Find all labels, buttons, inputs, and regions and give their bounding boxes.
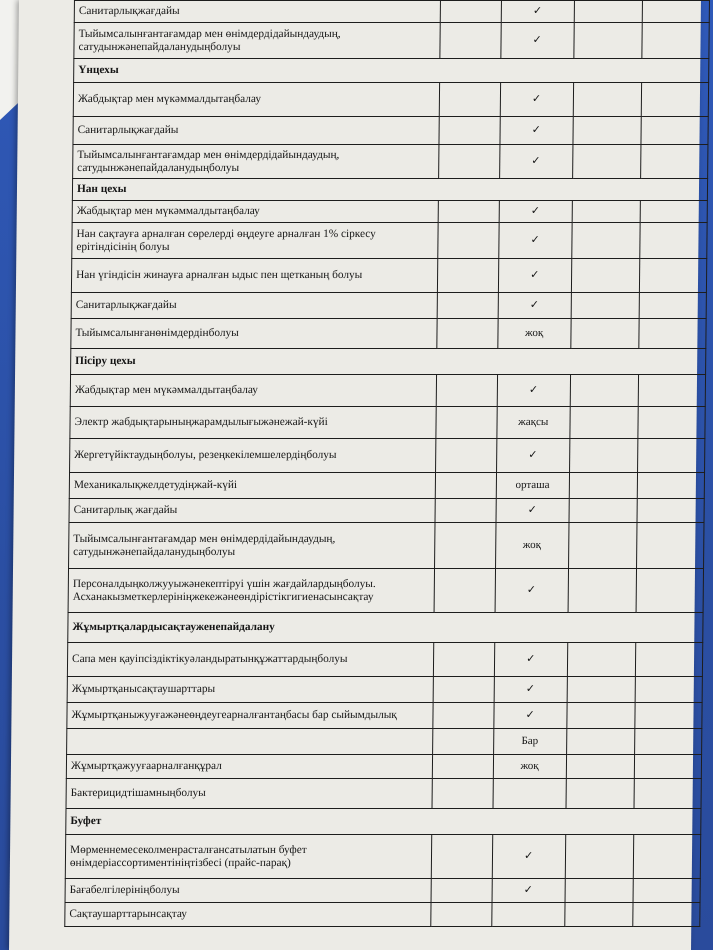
checklist-row <box>67 643 702 677</box>
row-value: ✓ <box>496 499 569 523</box>
section-title: Нан цехы <box>72 179 707 201</box>
row-label: Нан үгіндісін жинауға арналған ыдыс пен щетканың болуы <box>71 259 438 293</box>
section-row <box>66 809 701 835</box>
row-value: жоқ <box>493 755 566 779</box>
row-value: ✓ <box>494 643 567 677</box>
empty-cell <box>435 473 496 499</box>
empty-cell <box>637 499 704 523</box>
checklist-row <box>65 835 700 879</box>
row-label: Механикалықжелдетудіңжай-күйі <box>69 473 435 499</box>
row-value <box>493 779 566 809</box>
row-label: Нан сақтауға арналған сөрелерді өңдеуге арналған 1% сіркесу ерітіндісінің болуы <box>72 223 439 259</box>
empty-cell <box>435 523 496 569</box>
row-label: Электр жабдықтарыныңжарамдылығыжәнежай-күйі <box>70 407 437 439</box>
checklist-row <box>73 117 708 145</box>
row-value: ✓ <box>497 375 570 407</box>
row-value: ✓ <box>498 259 571 293</box>
row-value: орташа <box>496 473 569 499</box>
empty-cell <box>638 473 705 499</box>
checklist-table <box>64 0 710 927</box>
empty-cell <box>568 569 637 613</box>
empty-cell <box>637 523 704 569</box>
empty-cell <box>567 677 636 703</box>
checklist-row <box>67 703 702 729</box>
empty-cell <box>437 319 498 349</box>
checklist-row <box>71 293 706 319</box>
empty-cell <box>569 499 638 523</box>
empty-cell <box>436 407 497 439</box>
empty-cell <box>573 83 642 117</box>
empty-cell <box>439 117 500 145</box>
checklist-row <box>65 879 700 903</box>
row-label: Жұмыртқажууғаарналғанқұрал <box>66 755 432 779</box>
empty-cell <box>636 569 703 613</box>
empty-cell <box>638 407 705 439</box>
row-label: Тыйымсалынғантағамдар мен өнімдердідайындаудың, сатудынжәнепайдаланудыңболуы <box>69 523 436 569</box>
empty-cell <box>636 643 703 677</box>
section-row <box>71 349 706 375</box>
empty-cell <box>571 259 640 293</box>
empty-cell <box>635 677 702 703</box>
empty-cell <box>440 23 501 59</box>
row-value: ✓ <box>500 83 573 117</box>
row-label: Сақтаушарттарынсақтау <box>65 903 431 927</box>
empty-cell <box>568 523 637 569</box>
row-label <box>67 729 433 755</box>
empty-cell <box>638 439 705 473</box>
empty-cell <box>570 319 639 349</box>
empty-cell <box>571 293 640 319</box>
empty-cell <box>570 375 639 407</box>
empty-cell <box>438 223 499 259</box>
empty-cell <box>642 83 709 117</box>
section-title: Үнцехы <box>74 59 709 83</box>
section-row <box>74 59 709 83</box>
row-value: Бар <box>493 729 566 755</box>
empty-cell <box>435 499 496 523</box>
checklist-row <box>67 677 702 703</box>
section-title: Буфет <box>66 809 701 835</box>
row-value: ✓ <box>498 293 571 319</box>
empty-cell <box>431 903 492 927</box>
empty-cell <box>567 643 636 677</box>
row-value: ✓ <box>499 201 572 223</box>
empty-cell <box>635 729 702 755</box>
empty-cell <box>433 729 494 755</box>
empty-cell <box>566 729 635 755</box>
row-label: Жабдықтар мен мүкәммалдытаңбалау <box>72 201 438 223</box>
empty-cell <box>569 439 638 473</box>
row-label: Санитарлық жағдайы <box>69 499 435 523</box>
section-row <box>72 179 707 201</box>
empty-cell <box>634 835 701 879</box>
empty-cell <box>574 1 643 23</box>
checklist-body <box>65 1 710 927</box>
row-value: ✓ <box>494 677 567 703</box>
row-value: ✓ <box>494 703 567 729</box>
empty-cell <box>433 677 494 703</box>
empty-cell <box>434 643 495 677</box>
row-value: ✓ <box>499 145 572 179</box>
section-title: Жұмыртқалардысақтауженепайдалану <box>68 613 703 643</box>
row-value: ✓ <box>492 835 565 879</box>
empty-cell <box>640 223 707 259</box>
checklist-row <box>72 223 707 259</box>
checklist-row <box>67 729 702 755</box>
empty-cell <box>635 703 702 729</box>
row-value: ✓ <box>499 223 572 259</box>
empty-cell <box>431 879 492 903</box>
empty-cell <box>566 779 635 809</box>
checklist-row <box>71 259 706 293</box>
empty-cell <box>573 117 642 145</box>
empty-cell <box>634 779 701 809</box>
checklist-row <box>65 903 700 927</box>
row-value: ✓ <box>496 439 569 473</box>
empty-cell <box>565 879 634 903</box>
empty-cell <box>572 145 641 179</box>
row-value: ✓ <box>501 23 574 59</box>
empty-cell <box>572 201 641 223</box>
row-label: Жұмыртқаныжууғажәнеөңдеугеарналғантаңбасы бар сыйымдылық <box>67 703 433 729</box>
row-label: Сапа мен қауіпсіздіктікуәландыратынқұжаттардыңболуы <box>67 643 434 677</box>
empty-cell <box>436 375 497 407</box>
empty-cell <box>573 23 642 59</box>
row-label: Жұмыртқанысақтаушарттары <box>67 677 433 703</box>
checklist-row <box>72 201 707 223</box>
empty-cell <box>642 23 709 59</box>
empty-cell <box>639 293 706 319</box>
empty-cell <box>431 835 492 879</box>
empty-cell <box>433 703 494 729</box>
row-value: ✓ <box>501 1 574 23</box>
empty-cell <box>433 755 494 779</box>
row-label: Санитарлықжағдайы <box>71 293 437 319</box>
checklist-row <box>70 375 705 407</box>
empty-cell <box>640 201 707 223</box>
row-label: Персоналдыңколжууыжәнекептіруі үшін жағдайлардыңболуы. Асханакызметкерлерініңжекежәнеөндірістікгигиенасынсақтау <box>68 569 435 613</box>
empty-cell <box>633 903 700 927</box>
row-value: жоқ <box>498 319 571 349</box>
checklist-row <box>70 439 705 473</box>
empty-cell <box>432 779 493 809</box>
empty-cell <box>643 1 710 23</box>
row-label: Тыйымсалынғанөнімдердінболуы <box>71 319 438 349</box>
checklist-row <box>74 23 709 59</box>
empty-cell <box>440 1 501 23</box>
checklist-row <box>69 499 704 523</box>
section-row <box>68 613 703 643</box>
empty-cell <box>566 755 635 779</box>
empty-cell <box>439 145 500 179</box>
empty-cell <box>564 903 633 927</box>
section-title: Пісіру цехы <box>71 349 706 375</box>
empty-cell <box>569 473 638 499</box>
row-value: ✓ <box>500 117 573 145</box>
empty-cell <box>569 407 638 439</box>
checklist-row <box>70 407 705 439</box>
row-label: Жергетүйіктаудыңболуы, резеңкекілемшелердіңболуы <box>70 439 437 473</box>
checklist-row <box>71 319 706 349</box>
row-value: ✓ <box>495 569 568 613</box>
empty-cell <box>571 223 640 259</box>
checklist-row <box>69 523 704 569</box>
row-label: Тыйымсалынғантағамдар мен өнімдердідайындаудың, сатудынжәнепайдаланудыңболуы <box>74 23 441 59</box>
checklist-row <box>73 145 708 179</box>
empty-cell <box>635 755 702 779</box>
empty-cell <box>565 835 634 879</box>
empty-cell <box>434 569 495 613</box>
row-label: Бағабелгілерініңболуы <box>65 879 431 903</box>
empty-cell <box>437 293 498 319</box>
row-label: Жабдықтар мен мүкәммалдытаңбалау <box>70 375 437 407</box>
checklist-row <box>68 569 703 613</box>
empty-cell <box>438 259 499 293</box>
checklist-row <box>66 755 701 779</box>
row-label: Мөрменнемесеколменрасталғансатылатын буфет өнімдеріассортиментініңтізбесі (прайс-парақ) <box>65 835 432 879</box>
empty-cell <box>439 83 500 117</box>
row-value: жақсы <box>497 407 570 439</box>
checklist-row <box>74 1 709 23</box>
empty-cell <box>639 319 706 349</box>
empty-cell <box>566 703 635 729</box>
document-page <box>9 0 701 950</box>
row-label: Тыйымсалынғантағамдар мен өнімдердідайындаудың, сатудынжәнепайдаланудыңболуы <box>73 145 440 179</box>
checklist-row <box>69 473 704 499</box>
checklist-table-wrapper <box>64 0 710 927</box>
empty-cell <box>640 259 707 293</box>
row-label: Санитарлықжағдайы <box>74 1 440 23</box>
empty-cell <box>436 439 497 473</box>
row-value <box>492 903 565 927</box>
empty-cell <box>633 879 700 903</box>
row-label: Жабдықтар мен мүкәммалдытаңбалау <box>73 83 440 117</box>
empty-cell <box>438 201 499 223</box>
row-label: Бактерицидтішамныңболуы <box>66 779 433 809</box>
empty-cell <box>641 145 708 179</box>
checklist-row <box>66 779 701 809</box>
checklist-row <box>73 83 708 117</box>
row-value: ✓ <box>492 879 565 903</box>
empty-cell <box>638 375 705 407</box>
row-value: жоқ <box>495 523 568 569</box>
row-label: Санитарлықжағдайы <box>73 117 440 145</box>
empty-cell <box>641 117 708 145</box>
